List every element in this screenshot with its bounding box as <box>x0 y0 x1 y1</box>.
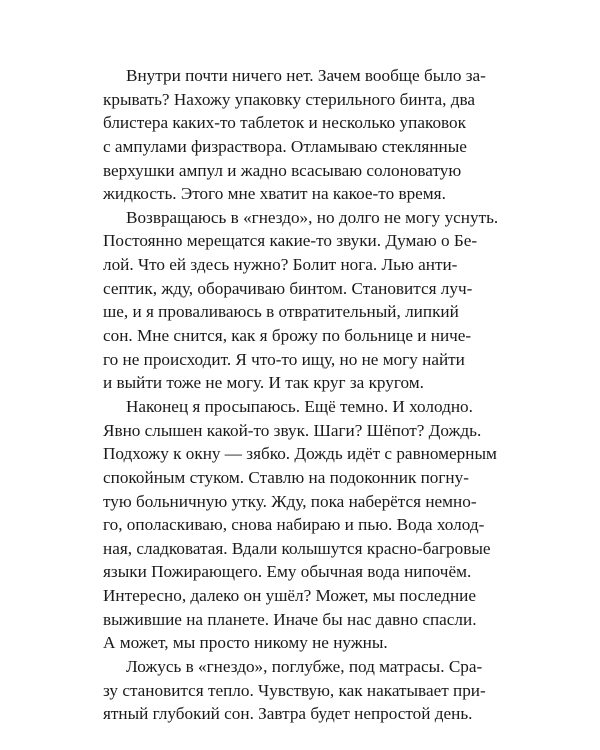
text-line: Явно слышен какой-то звук. Шаги? Шёпот? Дождь. <box>103 420 482 440</box>
text-line: Интересно, далеко он ушёл? Может, мы последние <box>103 586 476 606</box>
text-line: крывать? Нахожу упаковку стерильного бинта, два <box>103 89 475 109</box>
text-line: и выйти тоже не могу. И так круг за кругом. <box>103 373 424 393</box>
text-line: ше, и я проваливаюсь в отвратительный, липкий <box>103 302 459 322</box>
text-line: верхушки ампул и жадно всасываю солоноватую <box>103 160 462 180</box>
text-line: жидкость. Этого мне хватит на какое-то время. <box>103 184 446 204</box>
text-line: языки Пожирающего. Ему обычная вода нипочём. <box>103 562 472 582</box>
paragraph-4 <box>103 655 503 726</box>
paragraph-2 <box>103 206 503 395</box>
page-text <box>103 64 503 726</box>
text-line: А может, мы просто никому не нужны. <box>103 633 388 653</box>
paragraph-1 <box>103 64 503 206</box>
text-line: тую больничную утку. Жду, пока наберётся немно- <box>103 491 477 511</box>
text-line: ная, сладковатая. Вдали колышутся красно-багровые <box>103 538 491 558</box>
text-line: септик, жду, оборачиваю бинтом. Становится луч- <box>103 278 473 298</box>
text-line: сон. Мне снится, как я брожу по больнице и ниче- <box>103 326 472 346</box>
text-line: Ложусь в «гнездо», поглубже, под матрасы. Сра- <box>126 657 483 677</box>
text-line: го, ополаскиваю, снова набираю и пью. Вода холод- <box>103 515 485 535</box>
text-line: Внутри почти ничего нет. Зачем вообще было за- <box>126 66 486 85</box>
text-line: го не происходит. Я что-то ищу, но не могу найти <box>103 349 465 369</box>
text-line: Подхожу к окну — зябко. Дождь идёт с равномерным <box>103 444 497 464</box>
text-line: спокойным стуком. Ставлю на подоконник погну- <box>103 467 469 487</box>
text-line: Наконец я просыпаюсь. Ещё темно. И холодно. <box>126 396 473 416</box>
text-line: с ампулами физраствора. Отламываю стеклянные <box>103 136 467 156</box>
paragraph-3 <box>103 395 503 655</box>
text-line: зу становится тепло. Чувствую, как накатывает при- <box>103 680 486 700</box>
text-line: блистера каких-то таблеток и несколько упаковок <box>103 113 466 133</box>
text-line: лой. Что ей здесь нужно? Болит нога. Лью анти- <box>103 255 458 275</box>
text-line: Постоянно мерещатся какие-то звуки. Думаю о Бе- <box>103 231 478 251</box>
text-line: ятный глубокий сон. Завтра будет непростой день. <box>103 704 473 724</box>
text-line: Возвращаюсь в «гнездо», но долго не могу уснуть. <box>126 207 499 227</box>
text-line: выжившие на планете. Иначе бы нас давно спасли. <box>103 609 477 629</box>
